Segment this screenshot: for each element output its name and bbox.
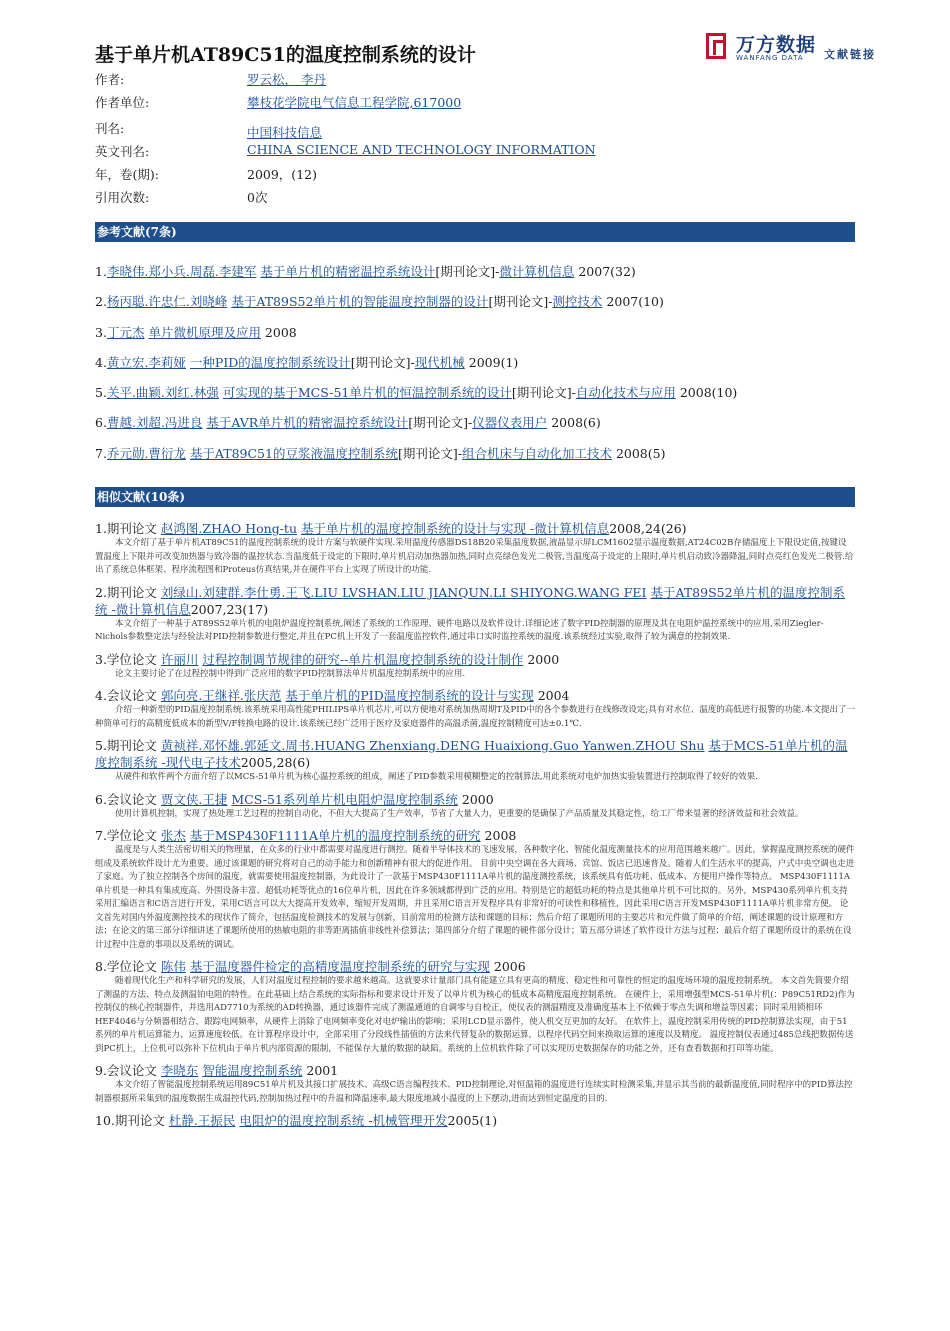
similar-item <box>95 791 855 808</box>
reference-item <box>95 444 855 474</box>
similar-year: 2000 <box>523 651 560 667</box>
similar-journal[interactable]: -机械管理开发 <box>364 1113 448 1128</box>
meta-value[interactable]: 罗云松， 李丹 <box>247 72 326 87</box>
similar-authors[interactable]: 郭向亮.王继祥.张庆范 <box>160 688 282 703</box>
similar-item <box>95 584 855 618</box>
reference-item <box>95 353 855 383</box>
similar-title[interactable]: 基于MSP430F1111A单片机的温度控制系统的研究 <box>189 828 481 843</box>
meta-value: 0次 <box>247 190 268 205</box>
meta-key: 作者单位: <box>95 95 150 110</box>
meta-value: 2009，(12) <box>247 167 317 182</box>
similar-title[interactable]: 基于温度器件检定的高精度温度控制系统的研究与实现 <box>189 959 490 974</box>
similar-abstract: 本文介绍了智能温度控制系统运用89C51单片机及其接口扩展技术、高级C语言编程技术、PID控制理论,对恒温箱的温度进行连续实时检测采集,并显示其当前的最新温度值,同时程序中的PID算法控制器根据所采集到的温度数据生成温控代码,控制加热过程中的升温和降温速率,最大限度地减小温度的上下摆动,进而达到恒定温度的目的. <box>95 1080 853 1104</box>
ref-title[interactable]: 基于AVR单片机的精密温控系统设计 <box>206 415 409 431</box>
similar-type: 7.学位论文 <box>95 828 161 843</box>
similar-authors[interactable]: 陈伟 <box>160 959 186 974</box>
similar-type: 2.期刊论文 <box>95 584 161 600</box>
similar-journal[interactable]: -微计算机信息 <box>526 521 610 536</box>
ref-journal[interactable]: 自动化技术与应用 <box>575 385 676 401</box>
similar-type: 9.会议论文 <box>95 1063 161 1078</box>
ref-title[interactable]: 一种PID的温度控制系统设计 <box>189 354 351 370</box>
ref-year: 2008(6) <box>547 415 601 431</box>
similar-item <box>95 651 855 668</box>
similar-year: 2001 <box>302 1063 339 1078</box>
ref-journal[interactable]: 测控技术 <box>552 294 603 310</box>
ref-year: 2007(10) <box>602 294 664 310</box>
similar-title[interactable]: 基于单片机的PID温度控制系统的设计与实现 <box>285 688 534 703</box>
similar-year: 2004 <box>533 688 570 703</box>
similar-abstract: 随着现代化生产和科学研究的发展，人们对温度过程控制的要求越来越高。这就要求计量部门具有能建立具有更高的精度、稳定性和可靠性的恒定的温度场环境的温度控制系统。 本文首先简要介绍了测温的方法、特点及测温铂电阻的特性。在此基础上结合系统的实际指标和要求设计开发了以单片机为核心的低成本高精度温度控制系统。 在硬件上，采用增强型MCS-51单片机(：P89C51RD2)作为控制仪的核心控制器件，并选用AD7710为系统的AD转换器，通过该器件完成了测温通道的自调零与自校正，使仪表的测温精度及准确度基本上不依赖于零点失调和增益等因素；同时采用锁相环HEF4046与分频器相结合，跟踪电网频率，从硬件上消除了电网频率变化对电炉输出的影响；采用LCD显示器件，使人机交互更加的友好。 在软件上，温度控制采用传统的PID控制算法实现，由于51系列的单片机运算能力、运算速度较低。在计算程序设计中，全部采用了分段线性插值的方法来代替复杂的数据运算，以程序代码空间来换取运算的速度以及精度。 温度控制仪表通过485总线把数据传送到PC机上，上位机可以弥补下位机由于单片机内部资源的限制，不能保存大量的数据的缺陷。系统的上位机软件除了可以实现历史数据保存的功能之外，还有查看数据和打印等功能。 <box>95 976 855 1054</box>
meta-row <box>95 70 795 93</box>
similar-year: 2007,23(17) <box>190 601 269 617</box>
similar-year: 2005(1) <box>447 1113 498 1128</box>
similar-item <box>95 958 855 975</box>
ref-title[interactable]: 基于单片机的精密温控系统设计 <box>260 264 436 279</box>
similar-authors[interactable]: 李晓东 <box>160 1063 199 1078</box>
similar-authors[interactable]: 张杰 <box>160 828 186 843</box>
similar-year: 2008 <box>480 828 517 843</box>
similar-header: 相似文献(10条) <box>95 487 855 507</box>
meta-key: 作者: <box>95 72 125 87</box>
ref-authors[interactable]: 杨丙聪.许忠仁.刘晓峰 <box>106 294 228 310</box>
meta-value[interactable]: 攀枝花学院电气信息工程学院,617000 <box>247 95 462 110</box>
similar-authors[interactable]: 贾文侠.王捷 <box>160 791 228 807</box>
ref-authors[interactable]: 关平.曲颖.刘红.林强 <box>106 385 219 401</box>
similar-item <box>95 1062 855 1079</box>
similar-title[interactable]: MCS-51系列单片机电阻炉温度控制系统 <box>231 791 458 807</box>
ref-type: [期刊论文]- <box>408 415 473 431</box>
logo-en: WANFANG DATA <box>736 54 804 62</box>
ref-year: 2008(10) <box>675 385 738 401</box>
wanfang-logo-icon <box>706 33 726 59</box>
similar-authors[interactable]: 赵鸿图.ZHAO Hong-tu <box>160 521 297 536</box>
wanfang-logo[interactable] <box>706 30 886 70</box>
ref-authors[interactable]: 黄立宏.李莉娅 <box>106 354 186 370</box>
ref-title[interactable]: 可实现的基于MCS-51单片机的恒温控制系统的设计 <box>222 385 512 401</box>
similar-authors[interactable]: 杜静.王振民 <box>168 1113 236 1128</box>
similar-year: 2000 <box>457 791 494 807</box>
similar-title[interactable]: 基于AT89S52单片机的温度控制系统 <box>95 584 846 617</box>
ref-journal[interactable]: 微计算机信息 <box>499 264 575 279</box>
similar-journal[interactable]: -微计算机信息 <box>107 601 191 617</box>
reference-item <box>95 262 855 292</box>
meta-row <box>95 188 795 211</box>
meta-row <box>95 93 795 119</box>
ref-authors[interactable]: 丁元杰 <box>106 324 145 340</box>
similar-type: 5.期刊论文 <box>95 738 161 753</box>
similar-type: 1.期刊论文 <box>95 521 161 536</box>
ref-journal[interactable]: 组合机床与自动化加工技术 <box>461 445 612 461</box>
page-title: 基于单片机AT89C51的温度控制系统的设计 <box>95 44 476 66</box>
similar-abstract: 论文主要讨论了在过程控制中得到广泛应用的数字PID控制算法单片机温度控制系统中的应用. <box>115 668 466 679</box>
ref-number: 2. <box>95 294 107 310</box>
similar-year: 2005,28(6) <box>240 755 311 770</box>
ref-year: 2008 <box>260 324 297 340</box>
ref-number: 5. <box>95 385 107 401</box>
ref-number: 1. <box>95 264 107 279</box>
similar-authors[interactable]: 刘绿山.刘建群.李仕勇.王飞.LIU LVSHAN.LIU JIANQUN.LI SHIYONG.WANG FEI <box>160 584 647 600</box>
metadata-table <box>95 70 795 211</box>
meta-key: 刊名: <box>95 121 125 136</box>
similar-authors[interactable]: 许丽川 <box>160 651 199 667</box>
reference-item <box>95 292 855 322</box>
similar-type: 3.学位论文 <box>95 651 161 667</box>
similar-item <box>95 687 855 704</box>
ref-type: [期刊论文]- <box>488 294 553 310</box>
similar-type: 10.期刊论文 <box>95 1113 169 1128</box>
meta-value[interactable]: 中国科技信息 <box>247 125 323 140</box>
similar-authors[interactable]: 黄祯祥.邓怀雄.郭延文.周书.HUANG Zhenxiang.DENG Huaixiong.Guo Yanwen.ZHOU Shu <box>160 738 705 753</box>
similar-year: 2008,24(26) <box>609 521 687 536</box>
ref-year: 2007(32) <box>574 264 636 279</box>
similar-title[interactable]: 智能温度控制系统 <box>202 1063 303 1078</box>
similar-abstract: 本文介绍了一种基于AT89S52单片机的电阻炉温度控制系统,阐述了系统的工作原理、硬件电路以及软件设计.详细论述了数字PID控制器的原理及其在电阻炉温控系统中的应用,采用Ziegler-Nichols参数整定法与经验法对PID控制参数进行整定,并且在PC机上开发了一套温度监控软件,通过串口实时监控系统的温度.该系统经过实验,取得了较为满意的控制效果. <box>95 618 824 642</box>
similar-abstract: 从硬件和软件两个方面介绍了以MCS-51单片机为核心温控系统的组成，阐述了PID参数采用模糊整定的控制算法,用此系统对电炉加热实验装置进行控制取得了较好的效果. <box>115 772 758 782</box>
similar-item <box>95 827 855 844</box>
similar-journal[interactable]: -现代电子技术 <box>157 755 241 770</box>
meta-row <box>95 165 795 188</box>
meta-key: 引用次数: <box>95 190 150 205</box>
reference-item <box>95 413 855 443</box>
similar-abstract: 介绍一种新型的PID温度控制系统.该系统采用高性能PHILIPS单片机芯片,可以方便地对系统加热周期T及PID中的各个参数进行在线修改设定;具有对水位、温度的高低进行报警的功能.本文提出了一种简单可行的高精度低成本的新型V/F转换电路的设计.该系统已经广泛用于医疗及家庭器件的高温杀菌,温度控制精度可达±0.1℃. <box>95 705 855 729</box>
ref-title[interactable]: 基于AT89S52单片机的智能温度控制器的设计 <box>231 294 489 310</box>
meta-value[interactable]: CHINA SCIENCE AND TECHNOLOGY INFORMATION <box>247 142 596 157</box>
ref-type: [期刊论文]- <box>435 264 500 279</box>
ref-type: [期刊论文]- <box>350 354 415 370</box>
reference-item <box>95 383 855 413</box>
ref-number: 4. <box>95 354 107 370</box>
similar-year: 2006 <box>489 959 526 974</box>
meta-key: 年，卷(期): <box>95 167 159 182</box>
similar-title[interactable]: 过程控制调节规律的研究--单片机温度控制系统的设计制作 <box>202 651 524 667</box>
similar-abstract: 本文介绍了基于单片机AT89C51的温度控制系统的设计方案与软硬件实现.采用温度传感器DS18B20采集温度数据,液晶显示屏LCM1602显示温度数据,AT24C02B存储温度上下限设定值,按键设置温度上下限并可改变加热器与致冷器的温控状态.当温度低于设定的下限时,单片机启动加热器加热,同时点亮绿色发光二极管,当温度高于设定的上限时,单片机启动致冷器降温,同时点亮红色发光二极管.给出了系统总体框架、程序流程图和Proteus仿真结果,并在硬件平台上实现了所设计的功能. <box>95 538 854 575</box>
ref-authors[interactable]: 李晓伟.郑小兵.周磊.李建军 <box>106 264 257 279</box>
ref-title[interactable]: 基于AT89C51的豆浆液温度控制系统 <box>189 445 398 461</box>
similar-title[interactable]: 基于单片机的温度控制系统的设计与实现 <box>300 521 526 536</box>
meta-row <box>95 142 795 165</box>
ref-journal[interactable]: 现代机械 <box>414 354 465 370</box>
meta-key: 英文刊名: <box>95 144 150 159</box>
meta-row <box>95 119 795 142</box>
ref-year: 2008(5) <box>611 445 666 461</box>
ref-authors[interactable]: 乔元勋.曹衍龙 <box>106 445 186 461</box>
references-list <box>95 262 855 474</box>
ref-number: 7. <box>95 445 107 461</box>
logo-tag: 文献链接 <box>824 48 876 61</box>
ref-number: 6. <box>95 415 107 431</box>
ref-journal[interactable]: 仪器仪表用户 <box>472 415 548 431</box>
references-header: 参考文献(7条) <box>95 222 855 242</box>
ref-year: 2009(1) <box>464 354 519 370</box>
ref-type: [期刊论文]- <box>511 385 576 401</box>
similar-type: 6.会议论文 <box>95 791 161 807</box>
logo-cn: 万方数据 <box>736 34 817 56</box>
similar-item <box>95 520 855 537</box>
similar-item <box>95 737 855 771</box>
ref-authors[interactable]: 曹越.刘超.冯进良 <box>106 415 203 431</box>
ref-number: 3. <box>95 324 107 340</box>
similar-item <box>95 1112 855 1129</box>
ref-type: [期刊论文]- <box>397 445 462 461</box>
similar-title[interactable]: 基于MCS-51单片机的温度控制系统 <box>95 738 848 770</box>
similar-list <box>95 520 855 1129</box>
ref-title[interactable]: 单片微机原理及应用 <box>148 324 261 340</box>
reference-item <box>95 323 855 353</box>
similar-type: 8.学位论文 <box>95 959 161 974</box>
similar-abstract: 使用计算机控制，实现了热处理工艺过程的控制自动化，不但大大提高了生产效率，节省了大量人力，更重要的是确保了产品质量及其稳定性，给工厂带来显著的经济效益和社会效益。 <box>115 808 804 819</box>
similar-type: 4.会议论文 <box>95 688 161 703</box>
similar-title[interactable]: 电阻炉的温度控制系统 <box>239 1113 365 1128</box>
similar-abstract: 温度是与人类生活密切相关的物理量，在众多的行业中都需要对温度进行测控。随着半导体技术的飞速发展，各种数字化、智能化温度测量技术的应用范围越来越广。因此，掌握温度测控系统的硬件组成及系统软件设计尤为重要。通过该课题的研究将对自己的动手能力和创新精神有很大的促进作用。 目前中央空调在各大商场、宾馆、饭店已迅速普及。随着人们生活水平的提高，户式中央空调也走进了家庭。为了独立控制各个房间的温度，就需要使用温度控制器，为此设计了一款基于MSP430F1111A单片机的温度测控系统，该系统具有低功耗、低成本、方便用户操作等特点。 MSP430F1111A单片机是一种具有集成度高、外围设备丰富、超低功耗等优点的16位单片机，因此在许多领域都得到广泛的应用。特别是它的超低功耗的特点是其他单片机不可比拟的。另外，MSP430系列单片机支持采用汇编语言和C语言进行开发，采用C语言可以大大提高开发效率，缩短开发周期，并且采用C语言开发程序具有非常好的可读性和移植性，因此采用C语言开发MSP430F1111A单片机非常方便。 论文首先对国内外温度测控技术的现状作了简介，包括温度检测技术的发展与创新，目前常用的检测方法和课题的目标；然后介绍了课题所用的主要芯片和元件做了简单的介绍，阐述课题的设计原理和方法；在论文的第三部分详细讲述了课题所使用的热敏电阻的非等距离插值非线性补偿算法；第四部分介绍了课题的硬件部分设计；第五部分讲述了软件设计方法与过程；最后介绍了课题所设计的系统在设计过程中注意的事项以及系统的调试。 <box>95 845 855 950</box>
